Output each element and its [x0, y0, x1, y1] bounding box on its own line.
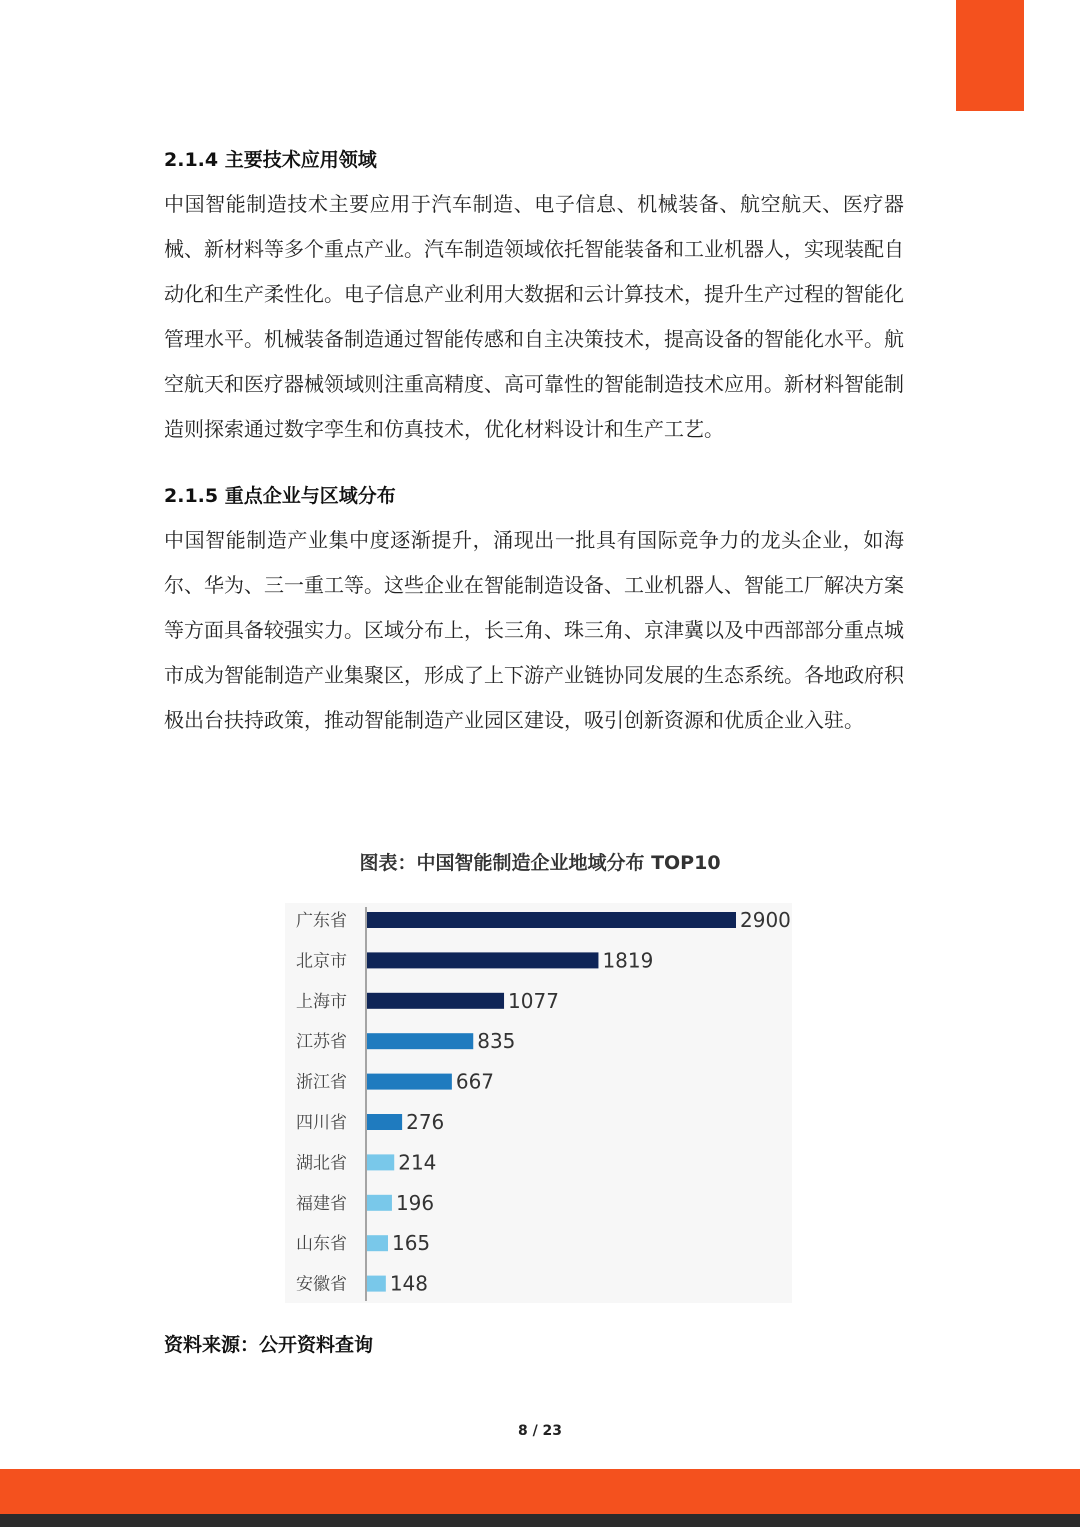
section-paragraph-2-1-5: 中国智能制造产业集中度逐渐提升，涌现出一批具有国际竞争力的龙头企业，如海尔、华为、三一重工等。这些企业在智能制造设备、工业机器人、智能工厂解决方案等方面具备较强实力。区域分布上，长三角、珠三角、京津冀以及中西部部分重点城市成为智能制造产业集聚区，形成了上下游产业链协同发展的生态系统。各地政府积极出台扶持政策，推动智能制造产业园区建设，吸引创新资源和优质企业入驻。	[164, 528, 904, 732]
page-number: 8 / 23	[517, 1423, 563, 1439]
bar-chart	[285, 903, 792, 1303]
category-label: 福建省	[296, 1193, 347, 1214]
footer-dark-bar	[0, 1514, 1080, 1527]
category-label: 四川省	[296, 1113, 347, 1133]
category-label: 山东省	[296, 1234, 347, 1255]
section-heading-2-1-4: 2.1.4 主要技术应用领域	[164, 149, 377, 171]
bar	[367, 1235, 388, 1251]
bar	[367, 993, 504, 1009]
top-accent-tab	[956, 0, 1024, 111]
category-label: 上海市	[296, 991, 347, 1012]
section-heading-2-1-5: 2.1.5 重点企业与区域分布	[164, 485, 396, 507]
category-label: 广东省	[296, 911, 347, 931]
value-label: 1077	[508, 988, 559, 1013]
value-label: 276	[406, 1110, 445, 1134]
bar	[367, 912, 736, 928]
value-label: 148	[389, 1271, 429, 1296]
value-label: 165	[391, 1231, 431, 1256]
bar	[367, 1154, 394, 1170]
chart-caption: 图表：中国智能制造企业地域分布 TOP10	[359, 852, 721, 874]
value-label: 1819	[602, 948, 654, 973]
value-label: 835	[477, 1029, 516, 1054]
value-label: 667	[455, 1069, 495, 1094]
bar	[367, 1114, 402, 1130]
category-label: 北京市	[296, 951, 347, 972]
category-label: 湖北省	[296, 1153, 347, 1174]
category-label: 安徽省	[296, 1274, 347, 1295]
section-paragraph-2-1-4: 中国智能制造技术主要应用于汽车制造、电子信息、机械装备、航空航天、医疗器械、新材料等多个重点产业。汽车制造领域依托智能装备和工业机器人，实现装配自动化和生产柔性化。电子信息产业利用大数据和云计算技术，提升生产过程的智能化管理水平。机械装备制造通过智能传感和自主决策技术，提高设备的智能化水平。航空航天和医疗器械领域则注重高精度、高可靠性的智能制造技术应用。新材料智能制造则探索通过数字孪生和仿真技术，优化材料设计和生产工艺。	[164, 192, 904, 441]
footer-accent-bar	[0, 1469, 1080, 1514]
category-label: 浙江省	[296, 1072, 347, 1093]
bar	[367, 1033, 473, 1049]
value-label: 196	[395, 1190, 435, 1215]
bar	[367, 1195, 392, 1211]
bar	[367, 952, 598, 968]
source-note: 资料来源：公开资料查询	[164, 1334, 374, 1356]
value-label: 2900	[740, 908, 791, 932]
document-body	[164, 138, 904, 743]
value-label: 214	[398, 1150, 437, 1175]
bar	[367, 1276, 386, 1292]
bar	[367, 1074, 452, 1090]
category-label: 江苏省	[296, 1032, 347, 1053]
